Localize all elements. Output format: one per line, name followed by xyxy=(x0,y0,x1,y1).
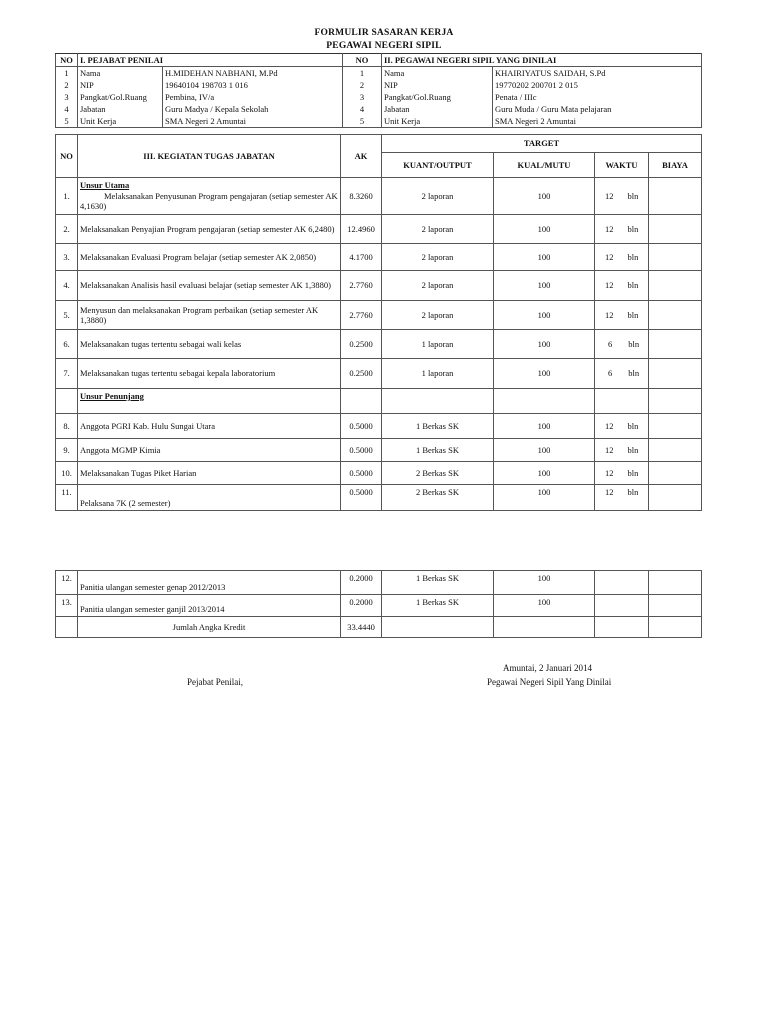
row-waktu-unit: bln xyxy=(627,280,639,291)
col-no-header: NO xyxy=(56,135,78,178)
row-ak: 4.1700 xyxy=(341,244,382,271)
row-waktu-cell xyxy=(595,439,649,462)
row-kuant: 2 laporan xyxy=(382,301,494,330)
row-kuant: 1 Berkas SK xyxy=(382,571,494,595)
col-kuant-header: KUANT/OUTPUT xyxy=(382,153,494,178)
row-ak: 2.7760 xyxy=(341,271,382,301)
row-no: 5. xyxy=(56,301,78,330)
row-no: 10. xyxy=(56,462,78,485)
row-waktu-cell xyxy=(595,271,649,301)
row-waktu-unit: bln xyxy=(628,338,640,349)
row-ak: 2.7760 xyxy=(341,301,382,330)
row-no: 5 xyxy=(343,115,382,128)
row-waktu: 12 xyxy=(605,251,614,262)
row-waktu: 12 xyxy=(605,309,614,320)
row-waktu-cell xyxy=(595,178,649,215)
row-kual: 100 xyxy=(494,462,595,485)
col-biaya-header: BIAYA xyxy=(649,153,702,178)
row-desc: Menyusun dan melaksanakan Program perbaikan (setiap semester AK 1,3880) xyxy=(78,301,341,330)
row-waktu: 12 xyxy=(605,467,614,478)
row-no: 9. xyxy=(56,439,78,462)
identity-row xyxy=(56,91,702,103)
row-waktu-unit: bln xyxy=(627,444,639,455)
row-biaya xyxy=(649,359,702,389)
activity-row xyxy=(56,244,702,271)
row-no: 1. xyxy=(56,178,78,215)
field-value: Guru Madya / Kepala Sekolah xyxy=(163,103,343,115)
row-waktu-cell xyxy=(595,330,649,359)
row-biaya xyxy=(649,271,702,301)
activity-row xyxy=(56,359,702,389)
row-waktu-cell xyxy=(595,244,649,271)
field-label: NIP xyxy=(382,79,493,91)
row-kuant: 1 Berkas SK xyxy=(382,595,494,617)
row-waktu: 12 xyxy=(605,487,614,497)
row-desc: Melaksanakan tugas tertentu sebagai kepala laboratorium xyxy=(78,359,341,389)
field-label: Unit Kerja xyxy=(382,115,493,128)
row-waktu: 12 xyxy=(605,444,614,455)
row-biaya xyxy=(649,439,702,462)
col-target-header: TARGET xyxy=(382,135,702,153)
row-kual: 100 xyxy=(494,330,595,359)
row-kual: 100 xyxy=(494,271,595,301)
unsur-utama-label: Unsur Utama xyxy=(80,180,130,191)
total-row xyxy=(56,617,702,638)
field-label: Jabatan xyxy=(382,103,493,115)
row-waktu: 12 xyxy=(605,280,614,291)
row-biaya xyxy=(649,215,702,244)
col-no-right: NO xyxy=(343,54,382,67)
row-biaya xyxy=(649,462,702,485)
row-ak: 0.2000 xyxy=(341,571,382,595)
row-kual: 100 xyxy=(494,414,595,439)
row-waktu: 6 xyxy=(608,338,613,349)
row-desc: Anggota PGRI Kab. Hulu Sungai Utara xyxy=(78,414,341,439)
total-value: 33.4440 xyxy=(341,617,382,638)
field-value: SMA Negeri 2 Amuntai xyxy=(493,115,702,128)
col-kual-header: KUAL/MUTU xyxy=(494,153,595,178)
row-waktu-cell xyxy=(595,359,649,389)
place-date: Amuntai, 2 Januari 2014 xyxy=(503,663,592,673)
field-value: Penata / IIIc xyxy=(493,91,702,103)
row-waktu-unit: bln xyxy=(627,467,639,478)
identity-row xyxy=(56,79,702,91)
row-desc: Pelaksana 7K (2 semester) xyxy=(78,485,341,511)
row-kual: 100 xyxy=(494,178,595,215)
row-waktu: 12 xyxy=(605,223,614,234)
row-kual: 100 xyxy=(494,244,595,271)
field-value: SMA Negeri 2 Amuntai xyxy=(163,115,343,128)
field-label: Jabatan xyxy=(78,103,163,115)
row-no: 11. xyxy=(56,485,78,511)
row-no: 6. xyxy=(56,330,78,359)
row-biaya xyxy=(649,485,702,511)
field-label: Nama xyxy=(382,67,493,80)
row-ak: 0.5000 xyxy=(341,414,382,439)
row-desc: Melaksanakan Evaluasi Program belajar (setiap semester AK 2,0850) xyxy=(78,244,341,271)
field-value: 19770202 200701 2 015 xyxy=(493,79,702,91)
row-no: 3 xyxy=(343,91,382,103)
row-no: 2 xyxy=(343,79,382,91)
row-kuant: 2 laporan xyxy=(382,271,494,301)
row-ak: 12.4960 xyxy=(341,215,382,244)
field-value: 19640104 198703 1 016 xyxy=(163,79,343,91)
row-biaya xyxy=(649,330,702,359)
row-desc: Melaksanakan Penyajian Program pengajaran (setiap semester AK 6,2480) xyxy=(78,215,341,244)
row-kual: 100 xyxy=(494,215,595,244)
row-waktu-cell xyxy=(595,414,649,439)
row-kuant: 2 Berkas SK xyxy=(382,462,494,485)
row-no: 13. xyxy=(56,595,78,617)
row-waktu-unit: bln xyxy=(627,223,639,234)
row-biaya xyxy=(649,414,702,439)
field-label: Pangkat/Gol.Ruang xyxy=(382,91,493,103)
row-no: 4. xyxy=(56,271,78,301)
row-kuant: 1 Berkas SK xyxy=(382,439,494,462)
identity-row xyxy=(56,67,702,80)
row-no: 4 xyxy=(56,103,78,115)
row-waktu: 12 xyxy=(605,420,614,431)
row-kuant: 1 laporan xyxy=(382,330,494,359)
row-waktu-cell xyxy=(595,215,649,244)
row-desc: Melaksanakan Analisis hasil evaluasi belajar (setiap semester AK 1,3880) xyxy=(78,271,341,301)
activity-row xyxy=(56,571,702,595)
continuation-table xyxy=(55,570,702,638)
row-kuant: 1 Berkas SK xyxy=(382,414,494,439)
field-value: H.MIDEHAN NABHANI, M.Pd xyxy=(163,67,343,80)
row-ak: 0.2000 xyxy=(341,595,382,617)
total-label: Jumlah Angka Kredit xyxy=(78,617,341,638)
form-title: FORMULIR SASARAN KERJA xyxy=(314,28,454,38)
row-desc: Melaksanakan tugas tertentu sebagai wali kelas xyxy=(78,330,341,359)
row-kual: 100 xyxy=(494,439,595,462)
row-no: 3 xyxy=(56,91,78,103)
row-kual: 100 xyxy=(494,485,595,511)
row-ak: 8.3260 xyxy=(341,178,382,215)
col-waktu-header: WAKTU xyxy=(595,153,649,178)
activity-row xyxy=(56,301,702,330)
pns-dinilai-signature-label: Pegawai Negeri Sipil Yang Dinilai xyxy=(487,677,612,687)
row-kual: 100 xyxy=(494,595,595,617)
identity-row xyxy=(56,103,702,115)
row-biaya xyxy=(649,301,702,330)
row-ak: 0.2500 xyxy=(341,330,382,359)
row-ak: 0.5000 xyxy=(341,439,382,462)
row-desc: Anggota MGMP Kimia xyxy=(78,439,341,462)
field-value: Pembina, IV/a xyxy=(163,91,343,103)
row-ak: 0.5000 xyxy=(341,485,382,511)
section-row xyxy=(56,389,702,414)
unsur-penunjang-cell xyxy=(78,389,341,414)
row-waktu-cell xyxy=(595,462,649,485)
activity-row xyxy=(56,271,702,301)
activity-row xyxy=(56,439,702,462)
pejabat-penilai-signature-label: Pejabat Penilai, xyxy=(187,677,243,687)
row-biaya xyxy=(649,244,702,271)
activity-row xyxy=(56,215,702,244)
field-value: Guru Muda / Guru Mata pelajaran xyxy=(493,103,702,115)
row-desc: Melaksanakan Penyusunan Program pengajaran (setiap semester AK 4,1630) xyxy=(80,190,338,212)
row-waktu-unit: bln xyxy=(628,368,640,379)
row-kual: 100 xyxy=(494,359,595,389)
row-desc-cell xyxy=(78,178,341,215)
row-no: 1 xyxy=(56,67,78,80)
row-no: 3. xyxy=(56,244,78,271)
field-value: KHAIRIYATUS SAIDAH, S.Pd xyxy=(493,67,702,80)
row-no: 7. xyxy=(56,359,78,389)
unsur-penunjang-label: Unsur Penunjang xyxy=(80,391,144,401)
activity-row xyxy=(56,178,702,215)
row-waktu: 6 xyxy=(608,368,613,379)
row-no: 5 xyxy=(56,115,78,128)
col-no-left: NO xyxy=(56,54,78,67)
row-waktu: 12 xyxy=(605,190,614,201)
row-no: 1 xyxy=(343,67,382,80)
row-waktu-unit: bln xyxy=(627,251,639,262)
activity-row xyxy=(56,485,702,511)
row-waktu-cell xyxy=(595,485,649,511)
activity-row xyxy=(56,462,702,485)
row-biaya xyxy=(649,178,702,215)
row-desc: Melaksanakan Tugas Piket Harian xyxy=(78,462,341,485)
form-subtitle: PEGAWAI NEGERI SIPIL xyxy=(326,41,442,51)
row-no: 8. xyxy=(56,414,78,439)
activity-row xyxy=(56,414,702,439)
row-waktu-unit: bln xyxy=(627,309,639,320)
row-kuant: 1 laporan xyxy=(382,359,494,389)
row-no: 2 xyxy=(56,79,78,91)
identity-row xyxy=(56,115,702,128)
row-ak: 0.5000 xyxy=(341,462,382,485)
field-label: Nama xyxy=(78,67,163,80)
row-no: 2. xyxy=(56,215,78,244)
row-kual: 100 xyxy=(494,571,595,595)
row-desc: Panitia ulangan semester ganjil 2013/2014 xyxy=(78,595,341,617)
row-waktu-unit: bln xyxy=(627,420,639,431)
pejabat-penilai-heading: I. PEJABAT PENILAI xyxy=(78,54,343,67)
row-no: 4 xyxy=(343,103,382,115)
row-ak: 0.2500 xyxy=(341,359,382,389)
row-kuant: 2 laporan xyxy=(382,244,494,271)
row-no: 12. xyxy=(56,571,78,595)
row-waktu-unit: bln xyxy=(627,190,639,201)
identity-table xyxy=(55,53,702,128)
activities-table xyxy=(55,134,702,511)
activity-row xyxy=(56,330,702,359)
row-kuant: 2 laporan xyxy=(382,215,494,244)
field-label: Pangkat/Gol.Ruang xyxy=(78,91,163,103)
row-waktu-cell xyxy=(595,301,649,330)
row-kuant: 2 laporan xyxy=(382,178,494,215)
row-kual: 100 xyxy=(494,301,595,330)
row-desc: Panitia ulangan semester genap 2012/2013 xyxy=(78,571,341,595)
row-kuant: 2 Berkas SK xyxy=(382,485,494,511)
field-label: NIP xyxy=(78,79,163,91)
activity-row xyxy=(56,595,702,617)
row-waktu-unit: bln xyxy=(627,487,639,497)
field-label: Unit Kerja xyxy=(78,115,163,128)
col-ak-header: AK xyxy=(341,135,382,178)
col-kegiatan-header: III. KEGIATAN TUGAS JABATAN xyxy=(78,135,341,178)
pns-dinilai-heading: II. PEGAWAI NEGERI SIPIL YANG DINILAI xyxy=(382,54,702,67)
